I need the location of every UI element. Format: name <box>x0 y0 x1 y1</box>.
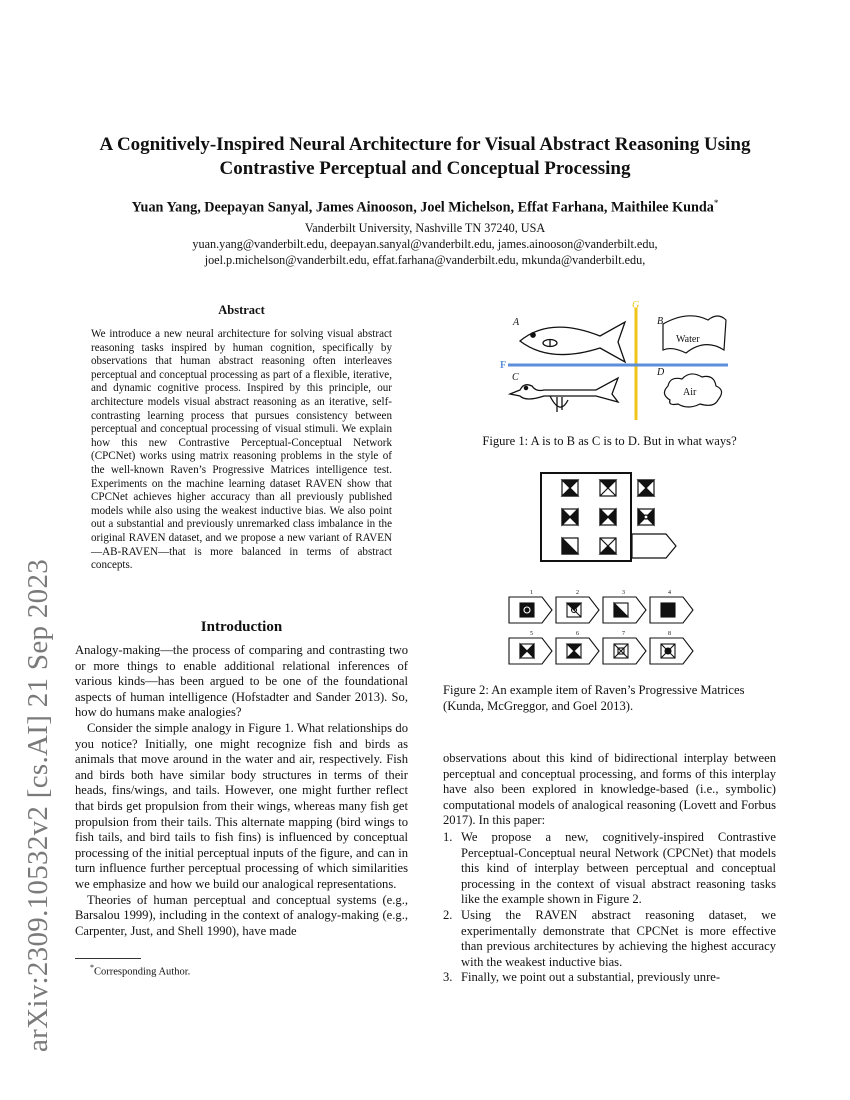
contribution-number: 1. <box>443 829 453 844</box>
answer-number-1: 1 <box>530 590 533 596</box>
answer-option-8 <box>650 638 693 664</box>
author-mark: * <box>713 198 719 208</box>
contribution-item <box>443 830 776 908</box>
abstract-text: We introduce a new neural architecture for solving visual abstract reasoning tasks inspired by human cognition, specifically by observations that human abstract reasoning often interleaves perceptual and conceptual processing as part of a flexible, iterative, and dynamic cognitive process. Inspired by this principle, our architecture models visual abstract reasoning as an iterative, self-contrasting learning process that pursues consistency between perceptual and conceptual processing of visual stimuli. We explain how this new Contrastive Perceptual-Conceptual Network (CPCNet) works using matrix reasoning problems in the style of the well-known Raven’s Progressive Matrices intelligence test. Experiments on the machine learning dataset RAVEN show that CPCNet achieves higher accuracy than all previously published models while also using the weakest inductive bias. We also point out a substantial and previously unremarked class imbalance in the original RAVEN dataset, and we propose a new variant of RAVEN—AB-RAVEN—that is more balanced in terms of abstract concepts. <box>91 328 392 572</box>
arxiv-stamp: arXiv:2309.10532v2 [cs.AI] 21 Sep 2023 <box>22 558 54 1052</box>
right-paragraph: observations about this kind of bidirectional interplay between perceptual and conceptual processing, and forms of this interplay have also been explored in knowledge-based (i.e., symbolic) computational models of analogical reasoning (Lovett and Forbus 2017). In this paper: <box>443 751 776 828</box>
contribution-text: We propose a new, cognitively-inspired Contrastive Perceptual-Conceptual neural Network (CPCNet) that models this kind of interplay between perceptual and conceptual processing in the context of visual abstract reasoning tasks like the example shown in Figure 2. <box>461 829 776 907</box>
answer-option-6 <box>556 638 599 664</box>
figure-2-caption: Figure 2: An example item of Raven’s Progressive Matrices (Kunda, McGreggor, and Goel 2013). <box>443 683 745 713</box>
answer-number-5: 5 <box>530 631 533 637</box>
matrix-cell <box>562 480 578 496</box>
contribution-number: 2. <box>443 907 453 922</box>
emails-line-2: joel.p.michelson@vanderbilt.edu, effat.farhana@vanderbilt.edu, mkunda@vanderbilt.edu, <box>204 253 646 267</box>
fish-drawing <box>520 322 625 362</box>
authors-text: Yuan Yang, Deepayan Sanyal, James Ainooson, Joel Michelson, Effat Farhana, Maithilee Kunda <box>131 199 714 216</box>
label-d: D <box>657 367 665 378</box>
answer-option-4 <box>650 597 693 623</box>
affiliation-block <box>60 220 790 268</box>
affiliation: Vanderbilt University, Nashville TN 37240, USA <box>304 221 546 235</box>
footnote-rule <box>75 958 141 959</box>
title-line-2: Contrastive Perceptual and Conceptual Processing <box>219 158 631 179</box>
right-column-body <box>443 751 776 986</box>
water-label: Water <box>676 334 700 345</box>
label-c: C <box>512 372 519 383</box>
contribution-text: Using the RAVEN abstract reasoning dataset, we experimentally demonstrate that CPCNet is more effective than previous architectures by achieving the highest accuracy with the weakest inductive bias. <box>461 907 776 969</box>
air-label: Air <box>683 387 697 398</box>
matrix-cell <box>562 538 578 554</box>
contribution-item <box>443 908 776 970</box>
footnote-text: Corresponding Author. <box>94 966 191 978</box>
answer-option-5 <box>509 638 552 664</box>
answer-number-4: 4 <box>668 590 671 596</box>
answer-number-7: 7 <box>622 631 625 637</box>
introduction-body <box>75 643 408 939</box>
matrix-frame <box>541 473 631 561</box>
contribution-number: 3. <box>443 970 453 985</box>
answer-option-1 <box>509 597 552 623</box>
answer-option-2 <box>556 597 599 623</box>
footnote-mark: * <box>90 963 94 972</box>
matrix-cell <box>562 509 578 525</box>
figure-2-answers <box>508 589 708 671</box>
figure-1-analogy <box>500 298 730 423</box>
contribution-list <box>443 830 776 986</box>
answer-option-7 <box>603 638 646 664</box>
answer-option-3 <box>603 597 646 623</box>
matrix-cell <box>600 509 616 525</box>
answer-number-8: 8 <box>668 631 671 637</box>
footnote <box>90 963 190 978</box>
contribution-text: Finally, we point out a substantial, previously unre- <box>461 970 721 985</box>
author-list <box>60 198 790 217</box>
bird-drawing <box>510 378 618 412</box>
intro-paragraph-3: Theories of human perceptual and conceptual systems (e.g., Barsalou 1999), including in the context of analogy-making (e.g., Carpenter, Just, and Shell 1990), have made <box>75 892 408 938</box>
title-line-1: A Cognitively-Inspired Neural Architecture for Visual Abstract Reasoning Using <box>99 134 751 155</box>
figure-1-caption: Figure 1: A is to B as C is to D. But in what ways? <box>482 434 737 448</box>
abstract-heading: Abstract <box>218 303 265 317</box>
answer-number-6: 6 <box>576 631 579 637</box>
intro-paragraph-1: Analogy-making—the process of comparing and contrasting two or more things to enable additional relational inferences of various kinds—has been argued to be one of the foundational aspects of human intelligence (Hofstadter and Sander 2013). So, how do humans make analogies? <box>75 643 408 720</box>
figure-2-matrix <box>540 472 678 562</box>
label-b: B <box>657 316 664 327</box>
missing-cell <box>632 534 676 558</box>
label-a: A <box>513 317 520 328</box>
answer-number-2: 2 <box>576 590 579 596</box>
matrix-cell <box>638 480 654 496</box>
intro-paragraph-2: Consider the simple analogy in Figure 1. What relationships do you notice? Initially, one might recognize fish and birds as animals that move around in the water and air, respectively. Fish and birds both have similar body structures in terms of their heads, fins/wings, and tails. However, one might further reflect that birds get propulsion from their wings, whereas many fish get propulsion from their tails. This alternate mapping (bird wings to fish tails, and bird tails to fish fins) is influenced by conceptual processing of the initial perceptual inputs of the figure, and can in turn influence further perceptual processing of which similarities we emphasize and how we build our analogical representations. <box>75 720 408 891</box>
label-g: G <box>632 300 640 311</box>
matrix-cell <box>600 480 616 496</box>
answer-number-3: 3 <box>622 590 625 596</box>
label-f: F <box>500 360 507 371</box>
emails-line-1: yuan.yang@vanderbilt.edu, deepayan.sanyal@vanderbilt.edu, james.ainooson@vanderbilt.edu, <box>192 237 658 251</box>
matrix-cell <box>600 538 616 554</box>
contribution-item <box>443 970 776 986</box>
matrix-cell <box>638 509 654 525</box>
introduction-heading: Introduction <box>200 619 283 635</box>
paper-title <box>60 133 790 181</box>
